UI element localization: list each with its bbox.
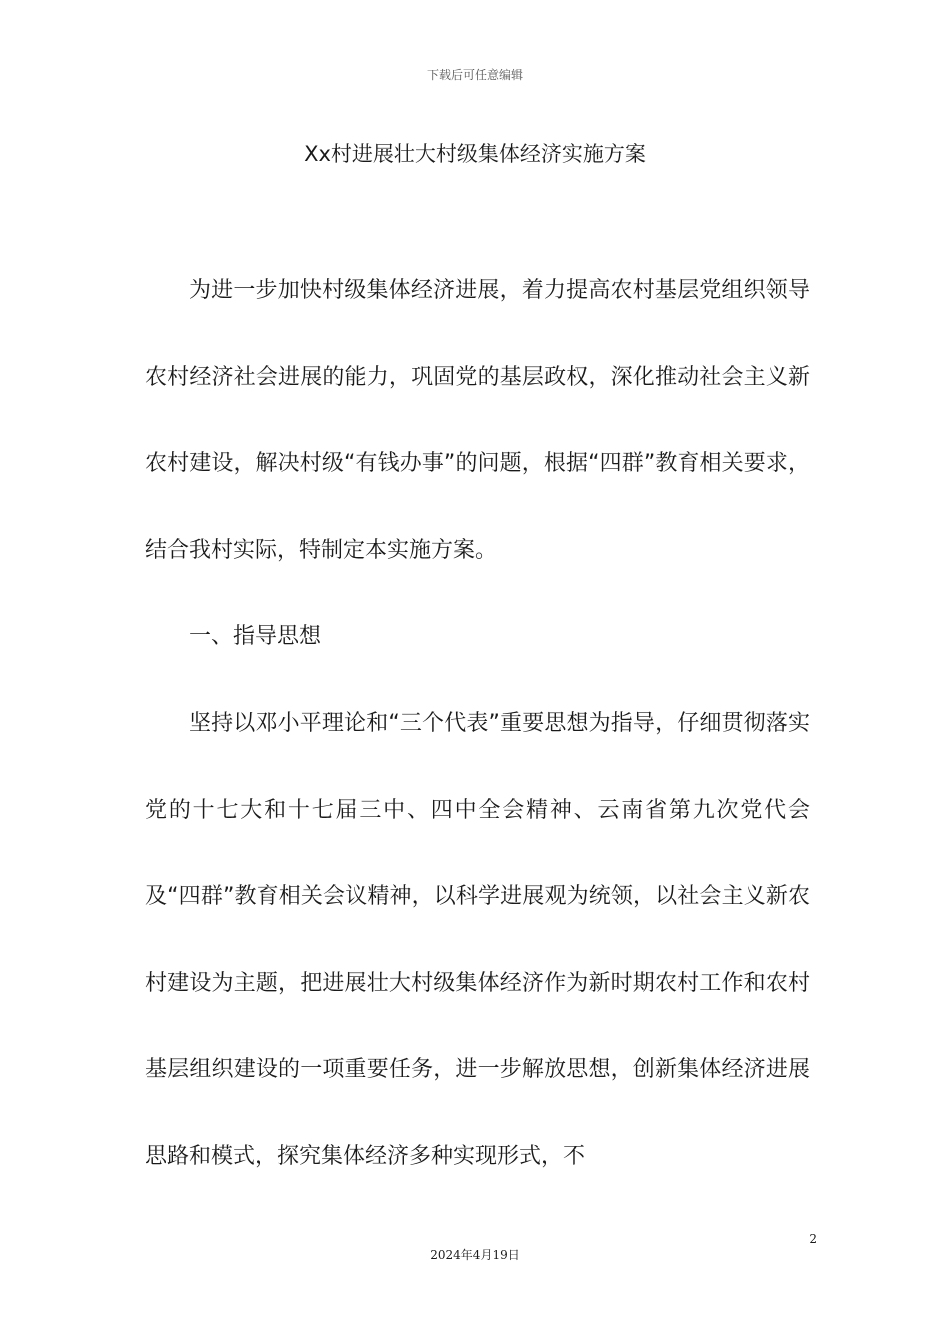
paragraph-guiding-ideology: 坚持以邓小平理论和“三个代表”重要思想为指导，仔细贯彻落实党的十七大和十七届三中、四中全会精神、云南省第九次党代会及“四群”教育相关会议精神，以科学进展观为统领，以社会主义新农村建设为主题，把进展壮大村级集体经济作为新时期农村工作和农村基层组织建设的一项重要任务，进一步解放思想，创新集体经济进展思路和模式，探究集体经济多种实现形式，不 xyxy=(145,710,810,1169)
page-number: 2 xyxy=(809,1232,817,1246)
document-title: Xx村进展壮大村级集体经济实施方案 xyxy=(304,142,646,166)
footer-date: 2024年4月19日 xyxy=(430,1248,520,1262)
section-heading-guiding-ideology: 一、指导思想 xyxy=(189,624,322,650)
header-note: 下载后可任意编辑 xyxy=(426,68,523,82)
document-body xyxy=(145,248,810,1201)
paragraph-intro: 为进一步加快村级集体经济进展，着力提高农村基层党组织领导农村经济社会进展的能力，巩固党的基层政权，深化推动社会主义新农村建设，解决村级“有钱办事”的问题，根据“四群”教育相关要求，结合我村实际，特制定本实施方案。 xyxy=(145,278,810,563)
